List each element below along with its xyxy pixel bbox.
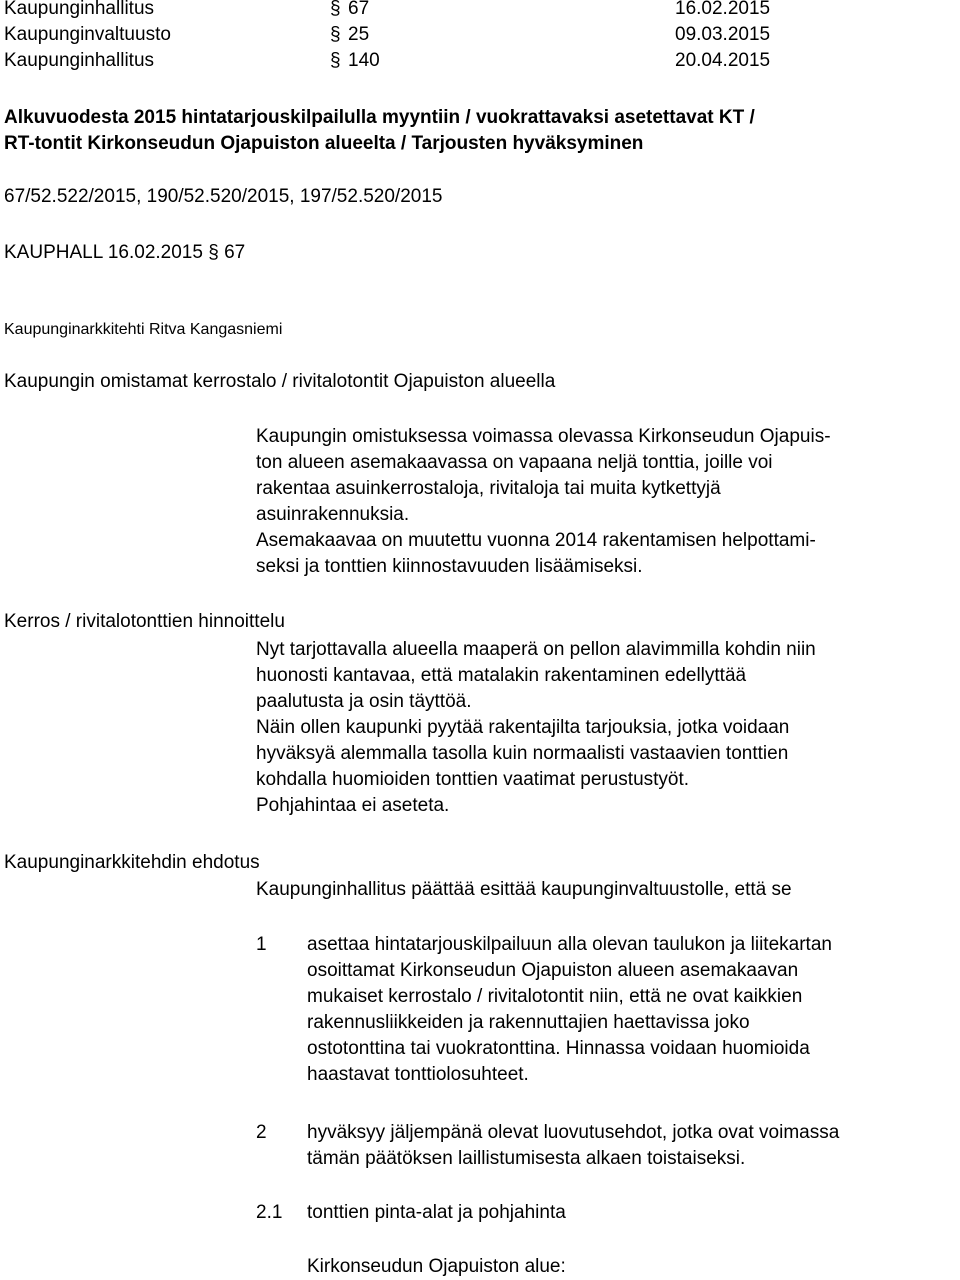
intro-line: Asemakaavaa on muutettu vuonna 2014 rakentamisen helpottami- <box>256 530 816 551</box>
proposal-item-line: mukaiset kerrostalo / rivitalotontit niin, että ne ovat kaikkien <box>307 986 803 1007</box>
proposal-item-number-2-1: 2.1 <box>256 1202 283 1223</box>
pricing-line: hyväksyä alemmalla tasolla kuin normaalisti vastaavien tonttien <box>256 743 789 764</box>
intro-line: Kaupungin omistuksessa voimassa olevassa Kirkonseudun Ojapuis- <box>256 426 831 447</box>
meeting-number: 67 <box>224 242 246 263</box>
pricing-line: Näin ollen kaupunki pyytää rakentajilta tarjouksia, jotka voidaan <box>256 717 790 738</box>
meeting-section-sign: § <box>208 242 219 263</box>
pricing-line: Pohjahintaa ei aseteta. <box>256 795 450 816</box>
intro-line: asuinrakennuksia. <box>256 504 410 525</box>
history-date-1: 16.02.2015 <box>675 0 771 19</box>
proposal-heading: Kaupunginarkkitehdin ehdotus <box>4 852 260 873</box>
section-sign-3: § <box>330 50 341 71</box>
intro-line: ton alueen asemakaavassa on vapaana neljä tonttia, joille voi <box>256 452 773 473</box>
proposal-item-1 <box>307 932 832 1088</box>
pricing-heading: Kerros / rivitalotonttien hinnoittelu <box>4 611 285 632</box>
history-number-2: 25 <box>348 24 370 45</box>
history-number-1: 67 <box>348 0 370 19</box>
preparer: Kaupunginarkkitehti Ritva Kangasniemi <box>4 321 283 338</box>
intro-line: rakentaa asuinkerrostaloja, rivitaloja tai muita kytkettyjä <box>256 478 721 499</box>
meeting-label: KAUPHALL 16.02.2015 <box>4 242 203 263</box>
proposal-item-line: tonttien pinta-alat ja pohjahinta <box>307 1202 566 1223</box>
pricing-line: Nyt tarjottavalla alueella maaperä on pellon alavimmilla kohdin niin <box>256 639 816 660</box>
area-label: Kirkonseudun Ojapuiston alue: <box>307 1256 566 1277</box>
intro-line: seksi ja tonttien kiinnostavuuden lisäämiseksi. <box>256 556 643 577</box>
proposal-item-line: hyväksyy jäljempänä olevat luovutusehdot, jotka ovat voimassa <box>307 1122 840 1143</box>
section-heading-plots: Kaupungin omistamat kerrostalo / rivitalotontit Ojapuiston alueella <box>4 371 556 392</box>
record-numbers: 67/52.522/2015, 190/52.520/2015, 197/52.520/2015 <box>4 186 443 207</box>
proposal-item-line: osoittamat Kirkonseudun Ojapuiston alueen asemakaavan <box>307 960 799 981</box>
intro-paragraph <box>256 424 831 580</box>
pricing-paragraph <box>256 637 816 819</box>
history-date-3: 20.04.2015 <box>675 50 771 71</box>
proposal-item-2 <box>307 1120 839 1172</box>
proposal-item-line: haastavat tonttiolosuhteet. <box>307 1064 529 1085</box>
history-number-3: 140 <box>348 50 380 71</box>
proposal-item-line: tämän päätöksen laillistumisesta alkaen toistaiseksi. <box>307 1148 746 1169</box>
proposal-item-line: ostotonttina tai vuokratonttina. Hinnassa voidaan huomioida <box>307 1038 810 1059</box>
proposal-item-number-1: 1 <box>256 934 267 955</box>
history-body-2: Kaupunginvaltuusto <box>4 24 171 45</box>
proposal-item-line: asettaa hintatarjouskilpailuun alla olevan taulukon ja liitekartan <box>307 934 832 955</box>
section-sign-1: § <box>330 0 341 19</box>
document-title-line-1: Alkuvuodesta 2015 hintatarjouskilpailulla myyntiin / vuokrattavaksi asetettavat KT / <box>4 107 755 128</box>
meeting-reference <box>4 240 245 266</box>
pricing-line: kohdalla huomioiden tonttien vaatimat perustustyöt. <box>256 769 690 790</box>
proposal-item-2-1 <box>307 1200 566 1226</box>
pricing-line: huonosti kantavaa, että matalakin rakentaminen edellyttää <box>256 665 747 686</box>
proposal-lead: Kaupunginhallitus päättää esittää kaupunginvaltuustolle, että se <box>256 879 792 900</box>
proposal-item-number-2: 2 <box>256 1122 267 1143</box>
history-date-2: 09.03.2015 <box>675 24 771 45</box>
document-title-line-2: RT-tontit Kirkonseudun Ojapuiston alueelta / Tarjousten hyväksyminen <box>4 133 644 154</box>
history-body-3: Kaupunginhallitus <box>4 50 155 71</box>
section-sign-2: § <box>330 24 341 45</box>
proposal-item-line: rakennusliikkeiden ja rakennuttajien haettavissa joko <box>307 1012 750 1033</box>
pricing-line: paalutusta ja osin täyttöä. <box>256 691 472 712</box>
history-body-1: Kaupunginhallitus <box>4 0 155 19</box>
